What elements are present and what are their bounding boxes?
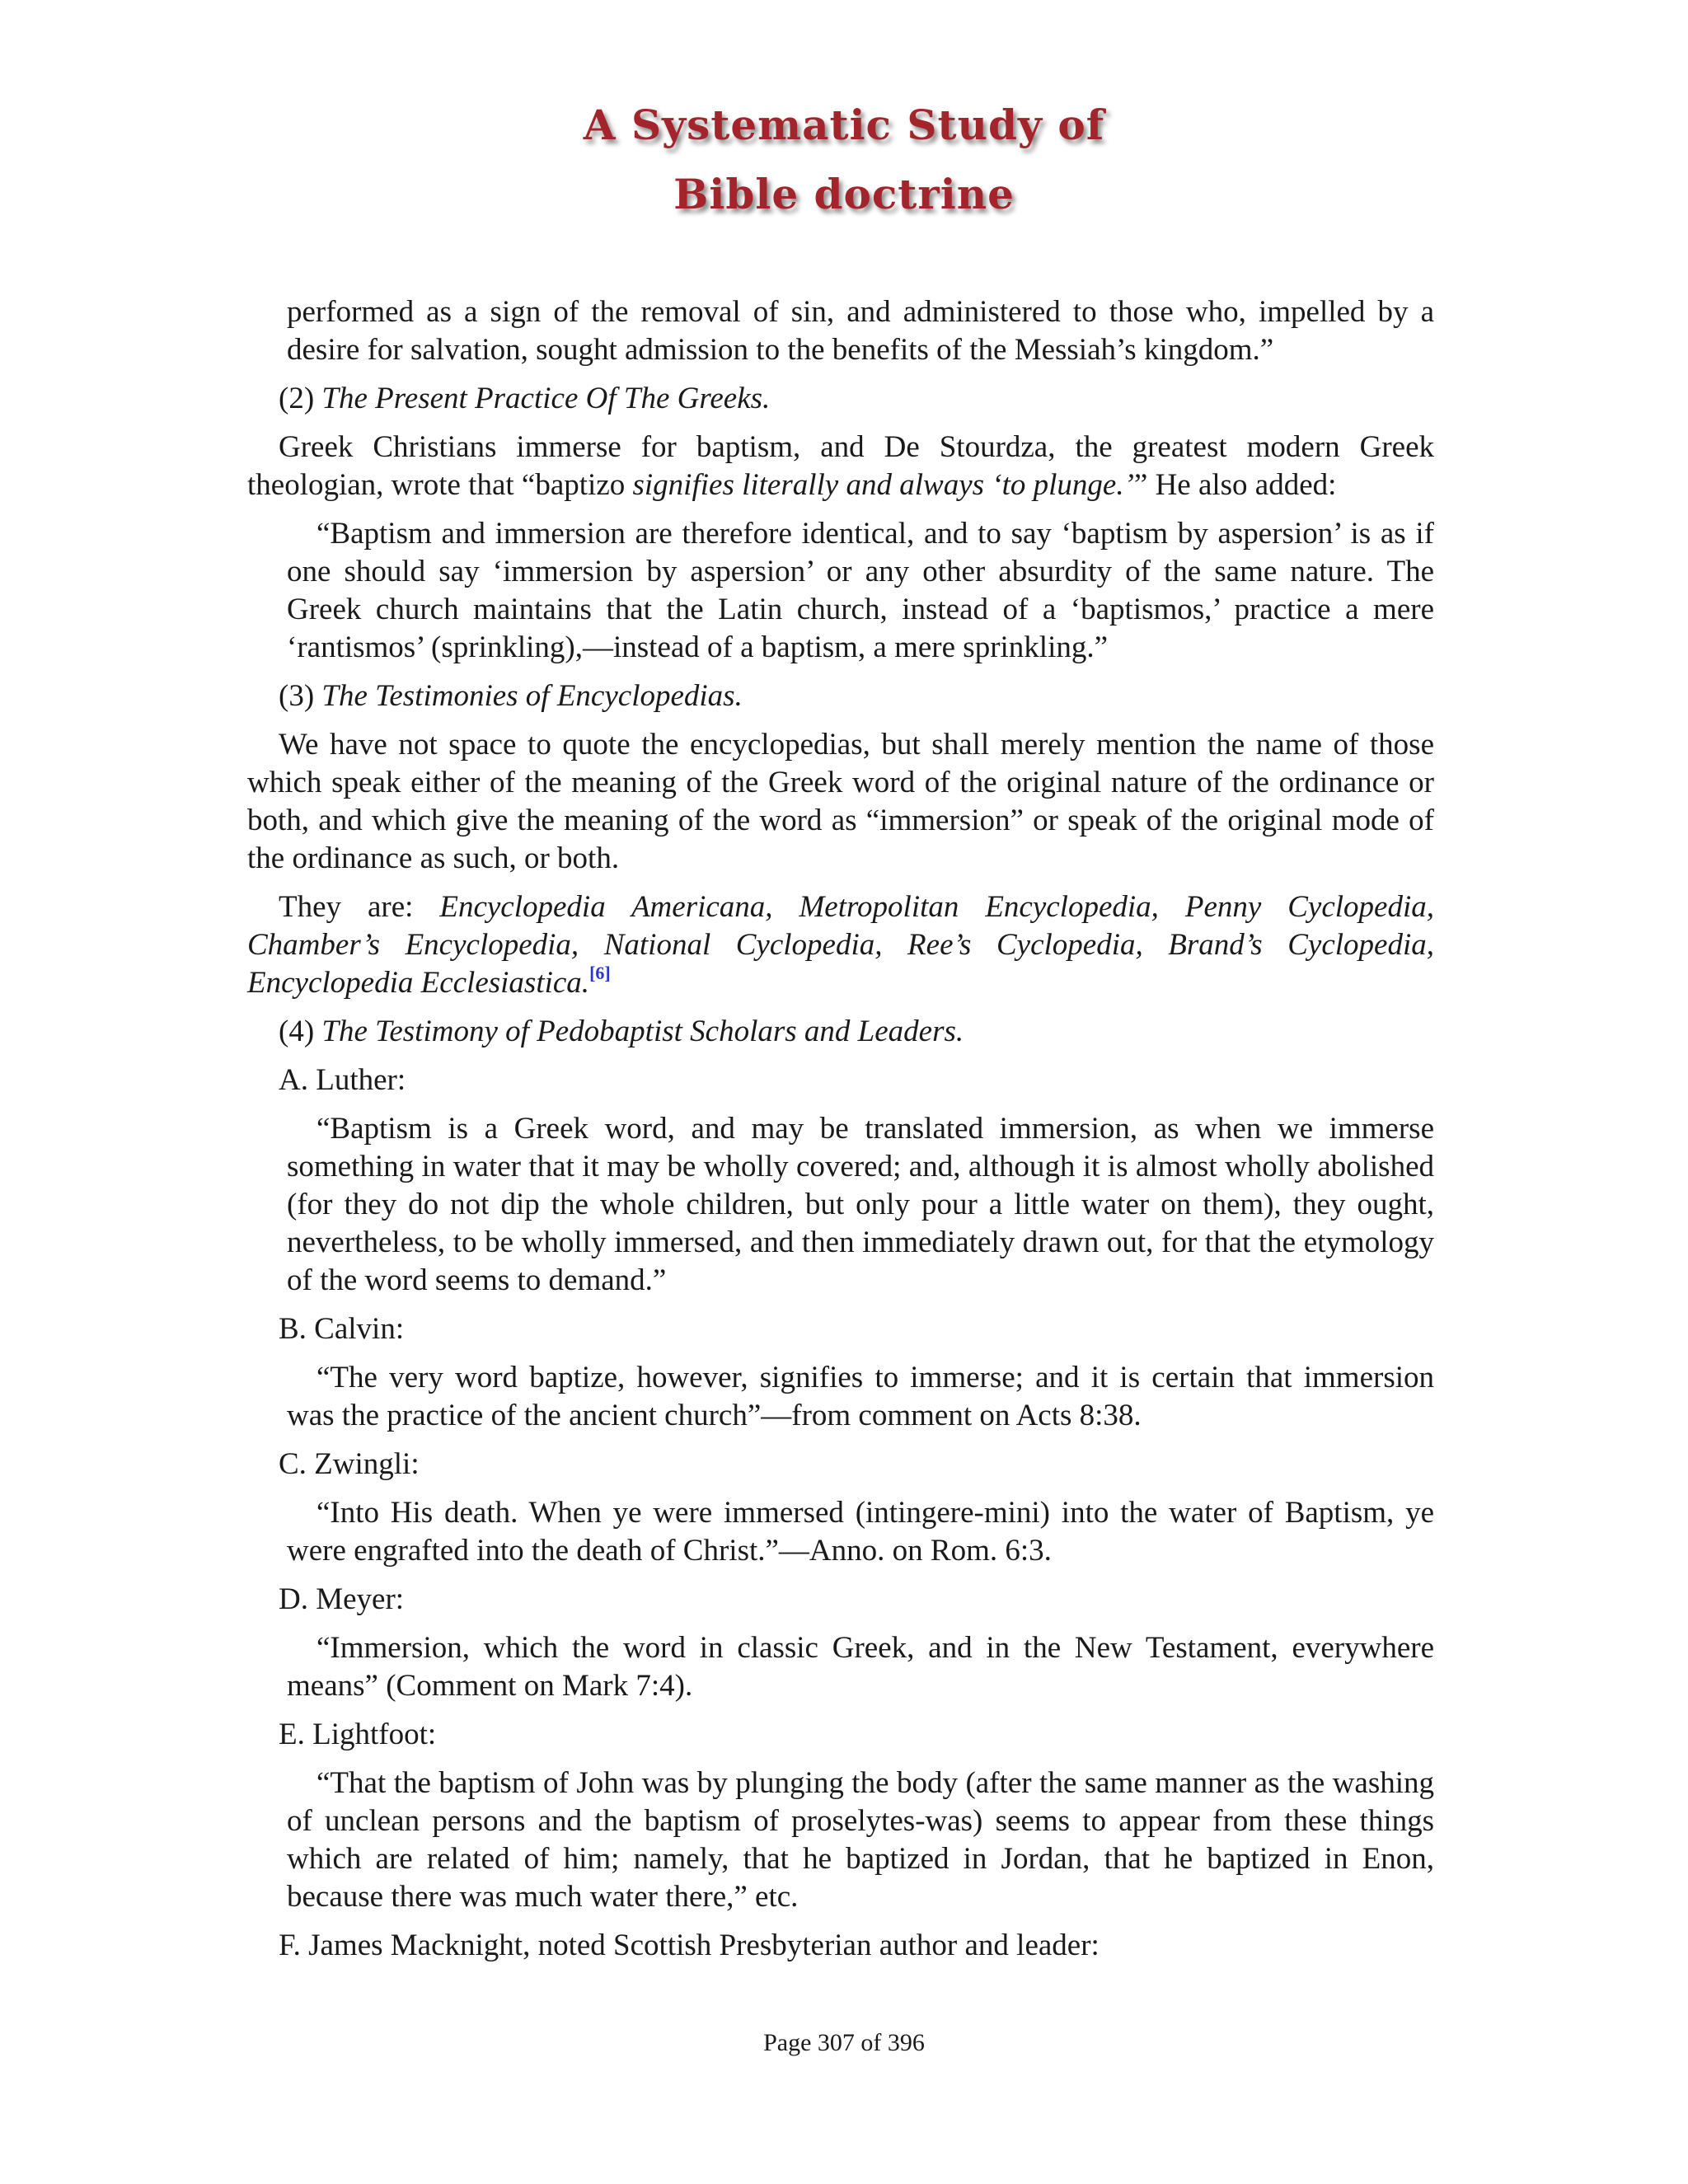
section-heading-2	[247, 380, 1434, 418]
paragraph-encyclopedias: We have not space to quote the encyclopedias, but shall merely mention the name of those which speak either of the meaning of the Greek word of the original nature of the ordinance or both, and which give the meaning of the word as “immersion” or speak of the original mode of the ordinance as such, or both.	[247, 728, 1434, 875]
section-heading-4	[247, 1013, 1434, 1051]
book-title-line-2: Bible doctrine	[673, 170, 1015, 218]
paragraph-greek-practice	[247, 429, 1434, 504]
paragraph-text: ” He also added:	[1133, 468, 1337, 502]
section-title: The Present Practice Of The Greeks.	[321, 382, 771, 415]
section-number: (4)	[279, 1015, 322, 1048]
quote-meyer: “Immersion, which the word in classic Greek, and in the New Testament, everywhere means” (Comment on Mark 7:4).	[287, 1631, 1434, 1703]
scholar-label-lightfoot: E. Lightfoot:	[279, 1718, 437, 1751]
block-quote-stourdza: “Baptism and immersion are therefore identical, and to say ‘baptism by aspersion’ is as if one should say ‘immersion by aspersion’ or any other absurdity of the same nature. The Greek church maintains that the Latin church, instead of a ‘baptismos,’ practice a mere ‘rantismos’ (sprinkling),—instead of a baptism, a mere sprinkling.”	[287, 517, 1434, 664]
scholar-label-calvin: B. Calvin:	[279, 1312, 405, 1346]
book-title-logo	[0, 91, 1688, 229]
section-heading-3	[247, 677, 1434, 715]
paragraph-italic-text: signifies literally and always ‘to plunge.’	[632, 468, 1134, 502]
encyclopedia-list: Encyclopedia Americana, Metropolitan Encyclopedia, Penny Cyclopedia, Chamber’s Encyclopedia, National Cyclopedia, Ree’s Cyclopedia, Brand’s Cyclopedia, Encyclopedia Ecclesiastica.	[247, 890, 1434, 1000]
scholar-label-meyer: D. Meyer:	[279, 1582, 405, 1616]
page-number: Page 307 of 396	[763, 2029, 925, 2056]
section-number: (2)	[279, 382, 322, 415]
paragraph-text: They are:	[279, 890, 440, 924]
section-title: The Testimonies of Encyclopedias.	[321, 679, 743, 713]
section-number: (3)	[279, 679, 322, 713]
scholar-label-luther: A. Luther:	[279, 1063, 406, 1097]
paragraph-encyclopedia-list	[247, 888, 1434, 1002]
section-title: The Testimony of Pedobaptist Scholars and Leaders.	[321, 1015, 964, 1048]
quote-zwingli: “Into His death. When ye were immersed (intingere-mini) into the water of Baptism, ye were engrafted into the death of Christ.”—Anno. on Rom. 6:3.	[287, 1496, 1434, 1568]
paragraph-text: Greek Christians immerse for baptism, and De Stourdza, the greatest modern Greek theologian, wrote that “baptizo	[247, 430, 1434, 502]
quote-continuation: performed as a sign of the removal of sin, and administered to those who, impelled by a desire for salvation, sought admission to the benefits of the Messiah’s kingdom.”	[287, 295, 1434, 367]
scholar-label-macknight: F. James Macknight, noted Scottish Presbyterian author and leader:	[279, 1929, 1100, 1962]
book-title-line-1: A Systematic Study of	[583, 101, 1105, 149]
footnote-link[interactable]: [6]	[589, 963, 611, 983]
quote-luther: “Baptism is a Greek word, and may be translated immersion, as when we immerse something in water that it may be wholly covered; and, although it is almost wholly abolished (for they do not dip the whole children, but only pour a little water on them), they ought, nevertheless, to be wholly immersed, and then immediately drawn out, for that the etymology of the word seems to demand.”	[287, 1112, 1434, 1297]
scholar-label-zwingli: C. Zwingli:	[279, 1447, 420, 1481]
quote-lightfoot: “That the baptism of John was by plunging the body (after the same manner as the washing of unclean persons and the baptism of proselytes-was) seems to appear from these things which are related of him; namely, that he baptized in Jordan, that he baptized in Enon, because there was much water there,” etc.	[287, 1766, 1434, 1914]
quote-calvin: “The very word baptize, however, signifies to immerse; and it is certain that immersion was the practice of the ancient church”—from comment on Acts 8:38.	[287, 1361, 1434, 1432]
page-body	[247, 293, 1434, 1975]
